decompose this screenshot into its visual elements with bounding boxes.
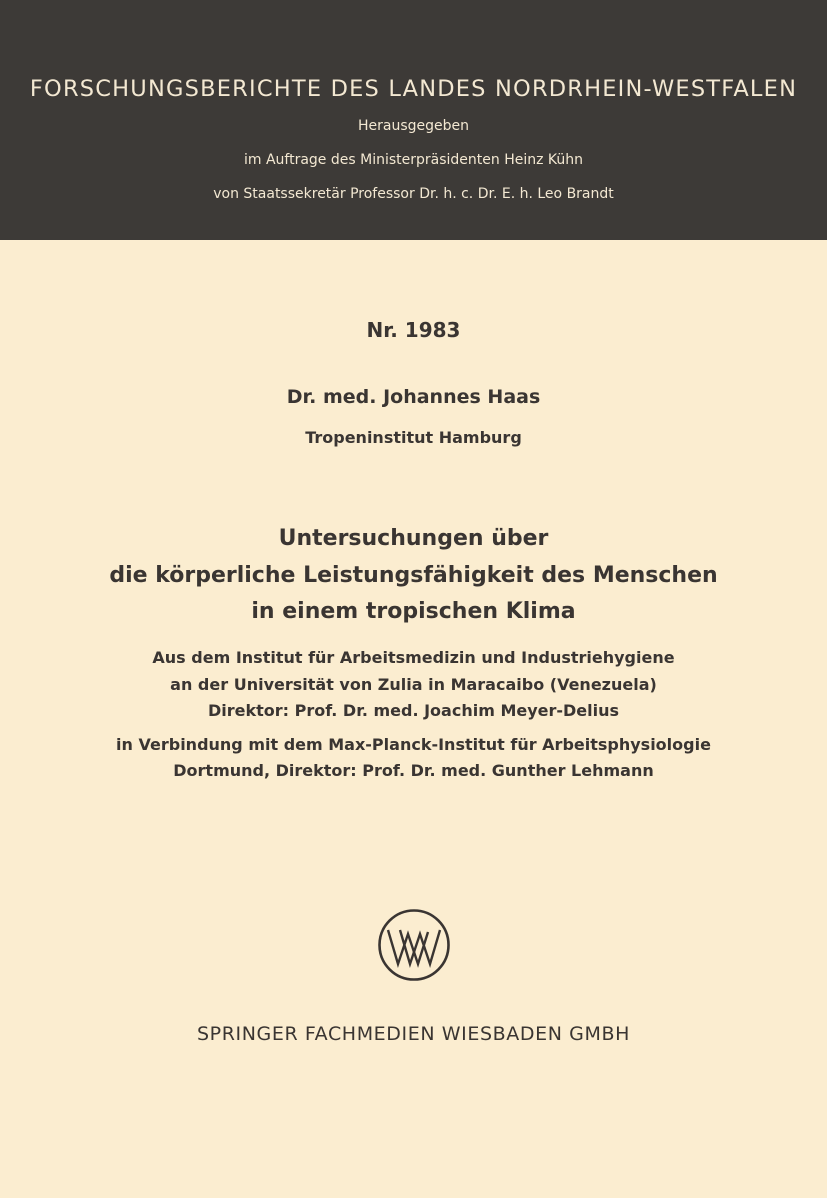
affiliation-line-4: in Verbindung mit dem Max-Planck-Institut für Arbeitsphysiologie	[116, 735, 711, 754]
editor-line-herausgegeben: Herausgegeben	[357, 118, 469, 134]
author-institute: Tropeninstitut Hamburg	[305, 428, 522, 447]
affiliation-line-2: an der Universität von Zulia in Maracaibo (Venezuela)	[170, 675, 657, 694]
editor-line-staatssekretaer: von Staatssekretär Professor Dr. h. c. Dr. E. h. Leo Brandt	[213, 186, 614, 202]
publisher-logo-icon	[377, 908, 451, 982]
title-line-3: in einem tropischen Klima	[251, 599, 576, 624]
title-line-1: Untersuchungen über	[278, 526, 549, 551]
series-header-band	[0, 0, 827, 240]
editor-line-auftrag: im Auftrage des Ministerpräsidenten Heinz Kühn	[243, 152, 584, 168]
series-title: FORSCHUNGSBERICHTE DES LANDES NORDRHEIN-WESTFALEN	[29, 76, 798, 102]
affiliation-line-3: Direktor: Prof. Dr. med. Joachim Meyer-Delius	[207, 701, 620, 720]
publisher-name: SPRINGER FACHMEDIEN WIESBADEN GMBH	[196, 1023, 630, 1045]
title-line-2: die körperliche Leistungsfähigkeit des Menschen	[109, 563, 718, 588]
affiliation-line-1: Aus dem Institut für Arbeitsmedizin und Industriehygiene	[152, 648, 675, 667]
author-name: Dr. med. Johannes Haas	[286, 386, 541, 408]
affiliation-line-5: Dortmund, Direktor: Prof. Dr. med. Gunther Lehmann	[173, 761, 654, 780]
volume-number: Nr. 1983	[366, 318, 461, 342]
